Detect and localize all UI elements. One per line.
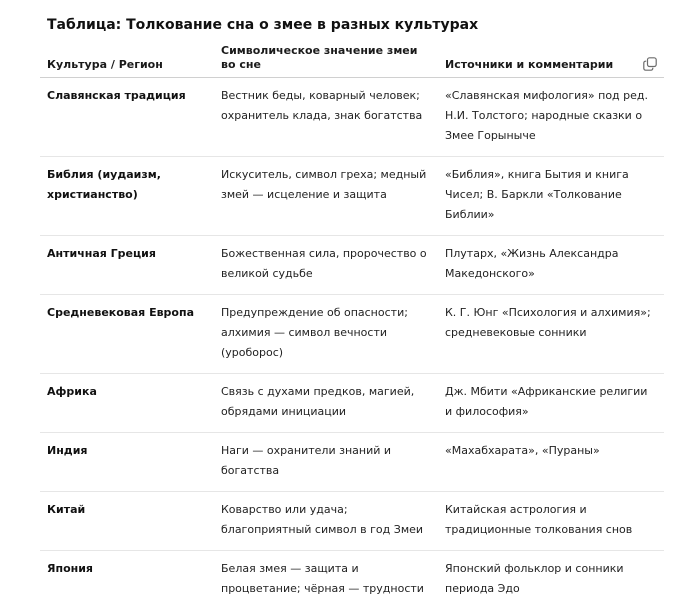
table-row <box>40 295 664 374</box>
culture-cell: Средневековая Европа <box>40 295 214 374</box>
sources-cell: К. Г. Юнг «Психология и алхимия»; средневековые сонники <box>438 295 664 374</box>
culture-cell: Африка <box>40 374 214 433</box>
table-row <box>40 433 664 492</box>
sources-cell: Японский фольклор и сонники периода Эдо <box>438 551 664 609</box>
sources-cell: «Библия», книга Бытия и книга Чисел; В. Баркли «Толкование Библии» <box>438 157 664 236</box>
table-row <box>40 78 664 157</box>
column-header-sources: Источники и комментарии <box>438 40 664 78</box>
meaning-cell: Предупреждение об опасности; алхимия — символ вечности (уроборос) <box>214 295 438 374</box>
culture-cell: Славянская традиция <box>40 78 214 157</box>
sources-cell: «Славянская мифология» под ред. Н.И. Толстого; народные сказки о Змее Горыныче <box>438 78 664 157</box>
sources-cell: «Махабхарата», «Пураны» <box>438 433 664 492</box>
sources-cell: Плутарх, «Жизнь Александра Македонского» <box>438 236 664 295</box>
sources-cell: Дж. Мбити «Африканские религии и философия» <box>438 374 664 433</box>
culture-table <box>40 40 664 609</box>
table-row <box>40 374 664 433</box>
table-header-row <box>40 40 664 78</box>
meaning-cell: Вестник беды, коварный человек; охранитель клада, знак богатства <box>214 78 438 157</box>
table-row <box>40 236 664 295</box>
culture-cell: Китай <box>40 492 214 551</box>
column-header-culture: Культура / Регион <box>40 40 214 78</box>
column-header-meaning: Символическое значение змеи во сне <box>214 40 438 78</box>
table-row <box>40 492 664 551</box>
meaning-cell: Искуситель, символ греха; медный змей — исцеление и защита <box>214 157 438 236</box>
meaning-cell: Коварство или удача; благоприятный символ в год Змеи <box>214 492 438 551</box>
meaning-cell: Наги — охранители знаний и богатства <box>214 433 438 492</box>
table-title: Таблица: Толкование сна о змее в разных культурах <box>47 16 478 34</box>
culture-cell: Библия (иудаизм, христианство) <box>40 157 214 236</box>
meaning-cell: Связь с духами предков, магией, обрядами инициации <box>214 374 438 433</box>
meaning-cell: Божественная сила, пророчество о великой судьбе <box>214 236 438 295</box>
culture-cell: Япония <box>40 551 214 609</box>
culture-cell: Античная Греция <box>40 236 214 295</box>
culture-cell: Индия <box>40 433 214 492</box>
table-row <box>40 551 664 609</box>
meaning-cell: Белая змея — защита и процветание; чёрная — трудности <box>214 551 438 609</box>
table-row <box>40 157 664 236</box>
sources-cell: Китайская астрология и традиционные толкования снов <box>438 492 664 551</box>
